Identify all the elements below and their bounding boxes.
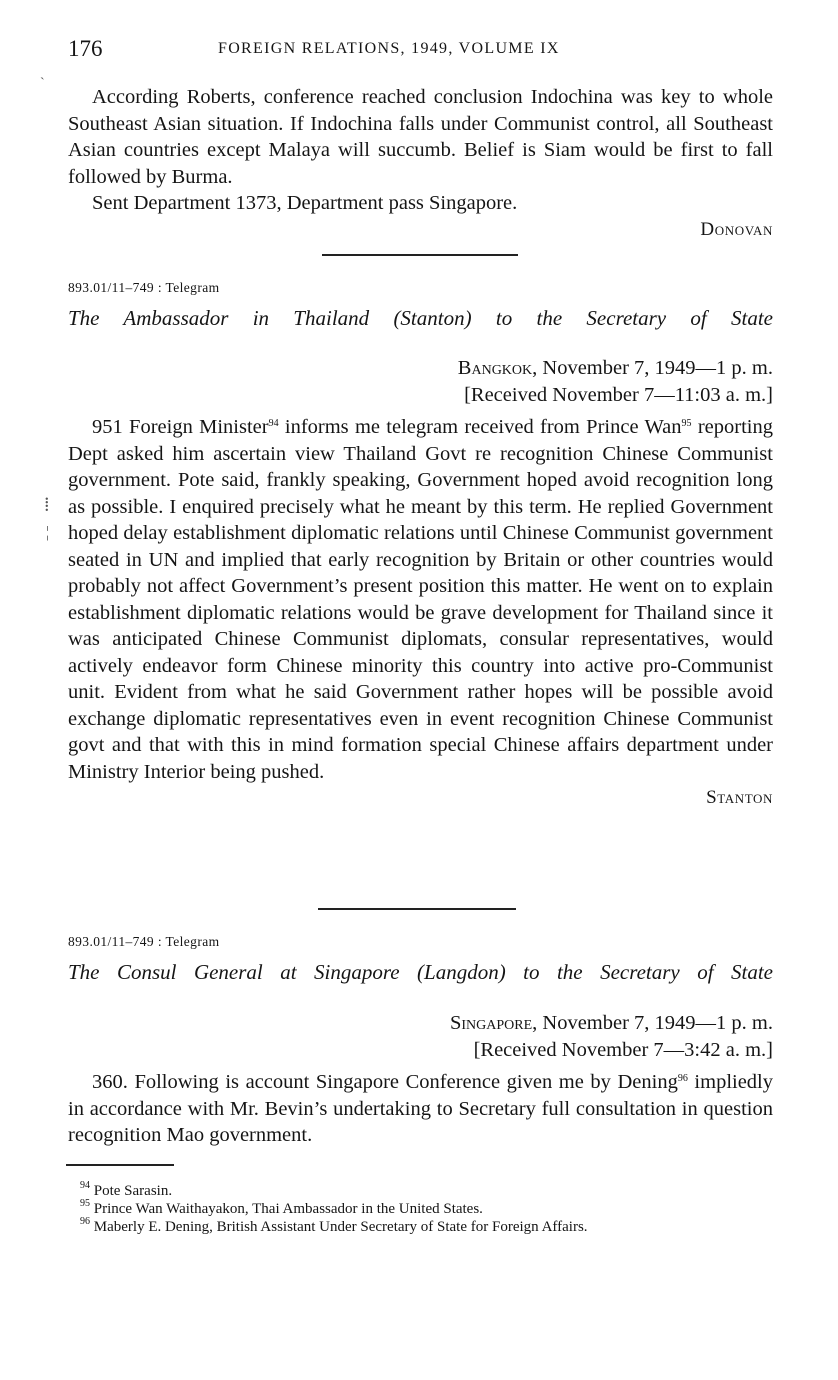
document-heading: The Ambassador in Thailand (Stanton) to the Secretary of State <box>68 306 773 330</box>
footnote: $^{96}$ Maberly E. Dening, British Assistant Under Secretary of State for Foreign Affairs. <box>80 1216 588 1235</box>
running-title: FOREIGN RELATIONS, 1949, VOLUME IX <box>218 40 560 57</box>
dateline <box>450 1010 773 1064</box>
telegram-body <box>68 1069 773 1149</box>
received-line: [Received November 7—11:03 a. m.] <box>464 384 773 406</box>
signature: Donovan <box>700 218 773 240</box>
footnote-ref: 95 <box>681 418 692 429</box>
place-name: Singapore, <box>449 1012 538 1034</box>
received-line: [Received November 7—3:42 a. m.] <box>473 1039 773 1061</box>
footnote-ref: 94 <box>268 418 279 429</box>
section-divider <box>318 908 516 910</box>
dateline <box>458 355 773 409</box>
margin-mark: ` <box>40 76 45 91</box>
date-time: November 7, 1949—1 p. m. <box>537 357 773 379</box>
footnote-rule <box>66 1164 174 1166</box>
signature: Stanton <box>706 787 773 808</box>
file-reference: 893.01/11–749 : Telegram <box>68 280 220 295</box>
footnote: $^{94}$ Pote Sarasin. <box>80 1180 173 1199</box>
paragraph: According Roberts, conference reached conclusion Indochina was key to whole Southeast Asian situation. If Indochina falls under Communist control, all Southeast Asian countries except Malaya will succumb. Belief is Siam would be first to fall followed by Burma. <box>68 86 773 188</box>
document-heading: The Consul General at Singapore (Langdon) to the Secretary of State <box>68 960 773 984</box>
place-name: Bangkok, <box>457 357 538 379</box>
page-number: 176 <box>68 36 103 61</box>
running-header <box>68 36 773 60</box>
telegram-body <box>68 414 773 812</box>
file-reference: 893.01/11–749 : Telegram <box>68 934 220 949</box>
margin-mark: ¦ <box>46 524 50 541</box>
paragraph: Sent Department 1373, Department pass Singapore. <box>92 192 518 214</box>
paragraph: 951 Foreign Minister$^{94}$ informs me telegram received from Prince Wan$^{95}$ reporting Dept asked him ascertain view Thailand Govt re recognition Chinese Communist government. Pote said, frankly speaking, Government hoped avoid recognition long as possible. I enquired precisely what he meant by this term. He replied Government hoped delay establishment diplomatic relations until Chinese Communist government seated in UN and implied that early recognition by Britain or other countries would probably not affect Government’s present position this matter. He went on to explain establishment diplomatic relations would be grave development for Thailand since it was anticipated Chinese Communist diplomats, consular representatives, would actively endeavor form Chinese minority this country into active pro-Communist unit. Evident from what he said Government rather hopes will be possible avoid exchange diplomatic representatives even in event recognition Chinese Communist govt and that with this in mind formation special Chinese affairs department under Ministry Interior being pushed. <box>68 416 773 783</box>
margin-mark: ⁞ <box>44 494 50 516</box>
footnote-ref: 96 <box>677 1073 688 1084</box>
section-continuation <box>68 84 773 243</box>
date-time: November 7, 1949—1 p. m. <box>537 1012 773 1034</box>
section-divider <box>322 254 518 256</box>
paragraph: 360. Following is account Singapore Conference given me by Dening$^{96}$ impliedly in accordance with Mr. Bevin’s undertaking to Secretary full consultation in question recognition Mao government. <box>68 1071 774 1146</box>
footnote: $^{95}$ Prince Wan Waithayakon, Thai Ambassador in the United States. <box>80 1198 483 1217</box>
